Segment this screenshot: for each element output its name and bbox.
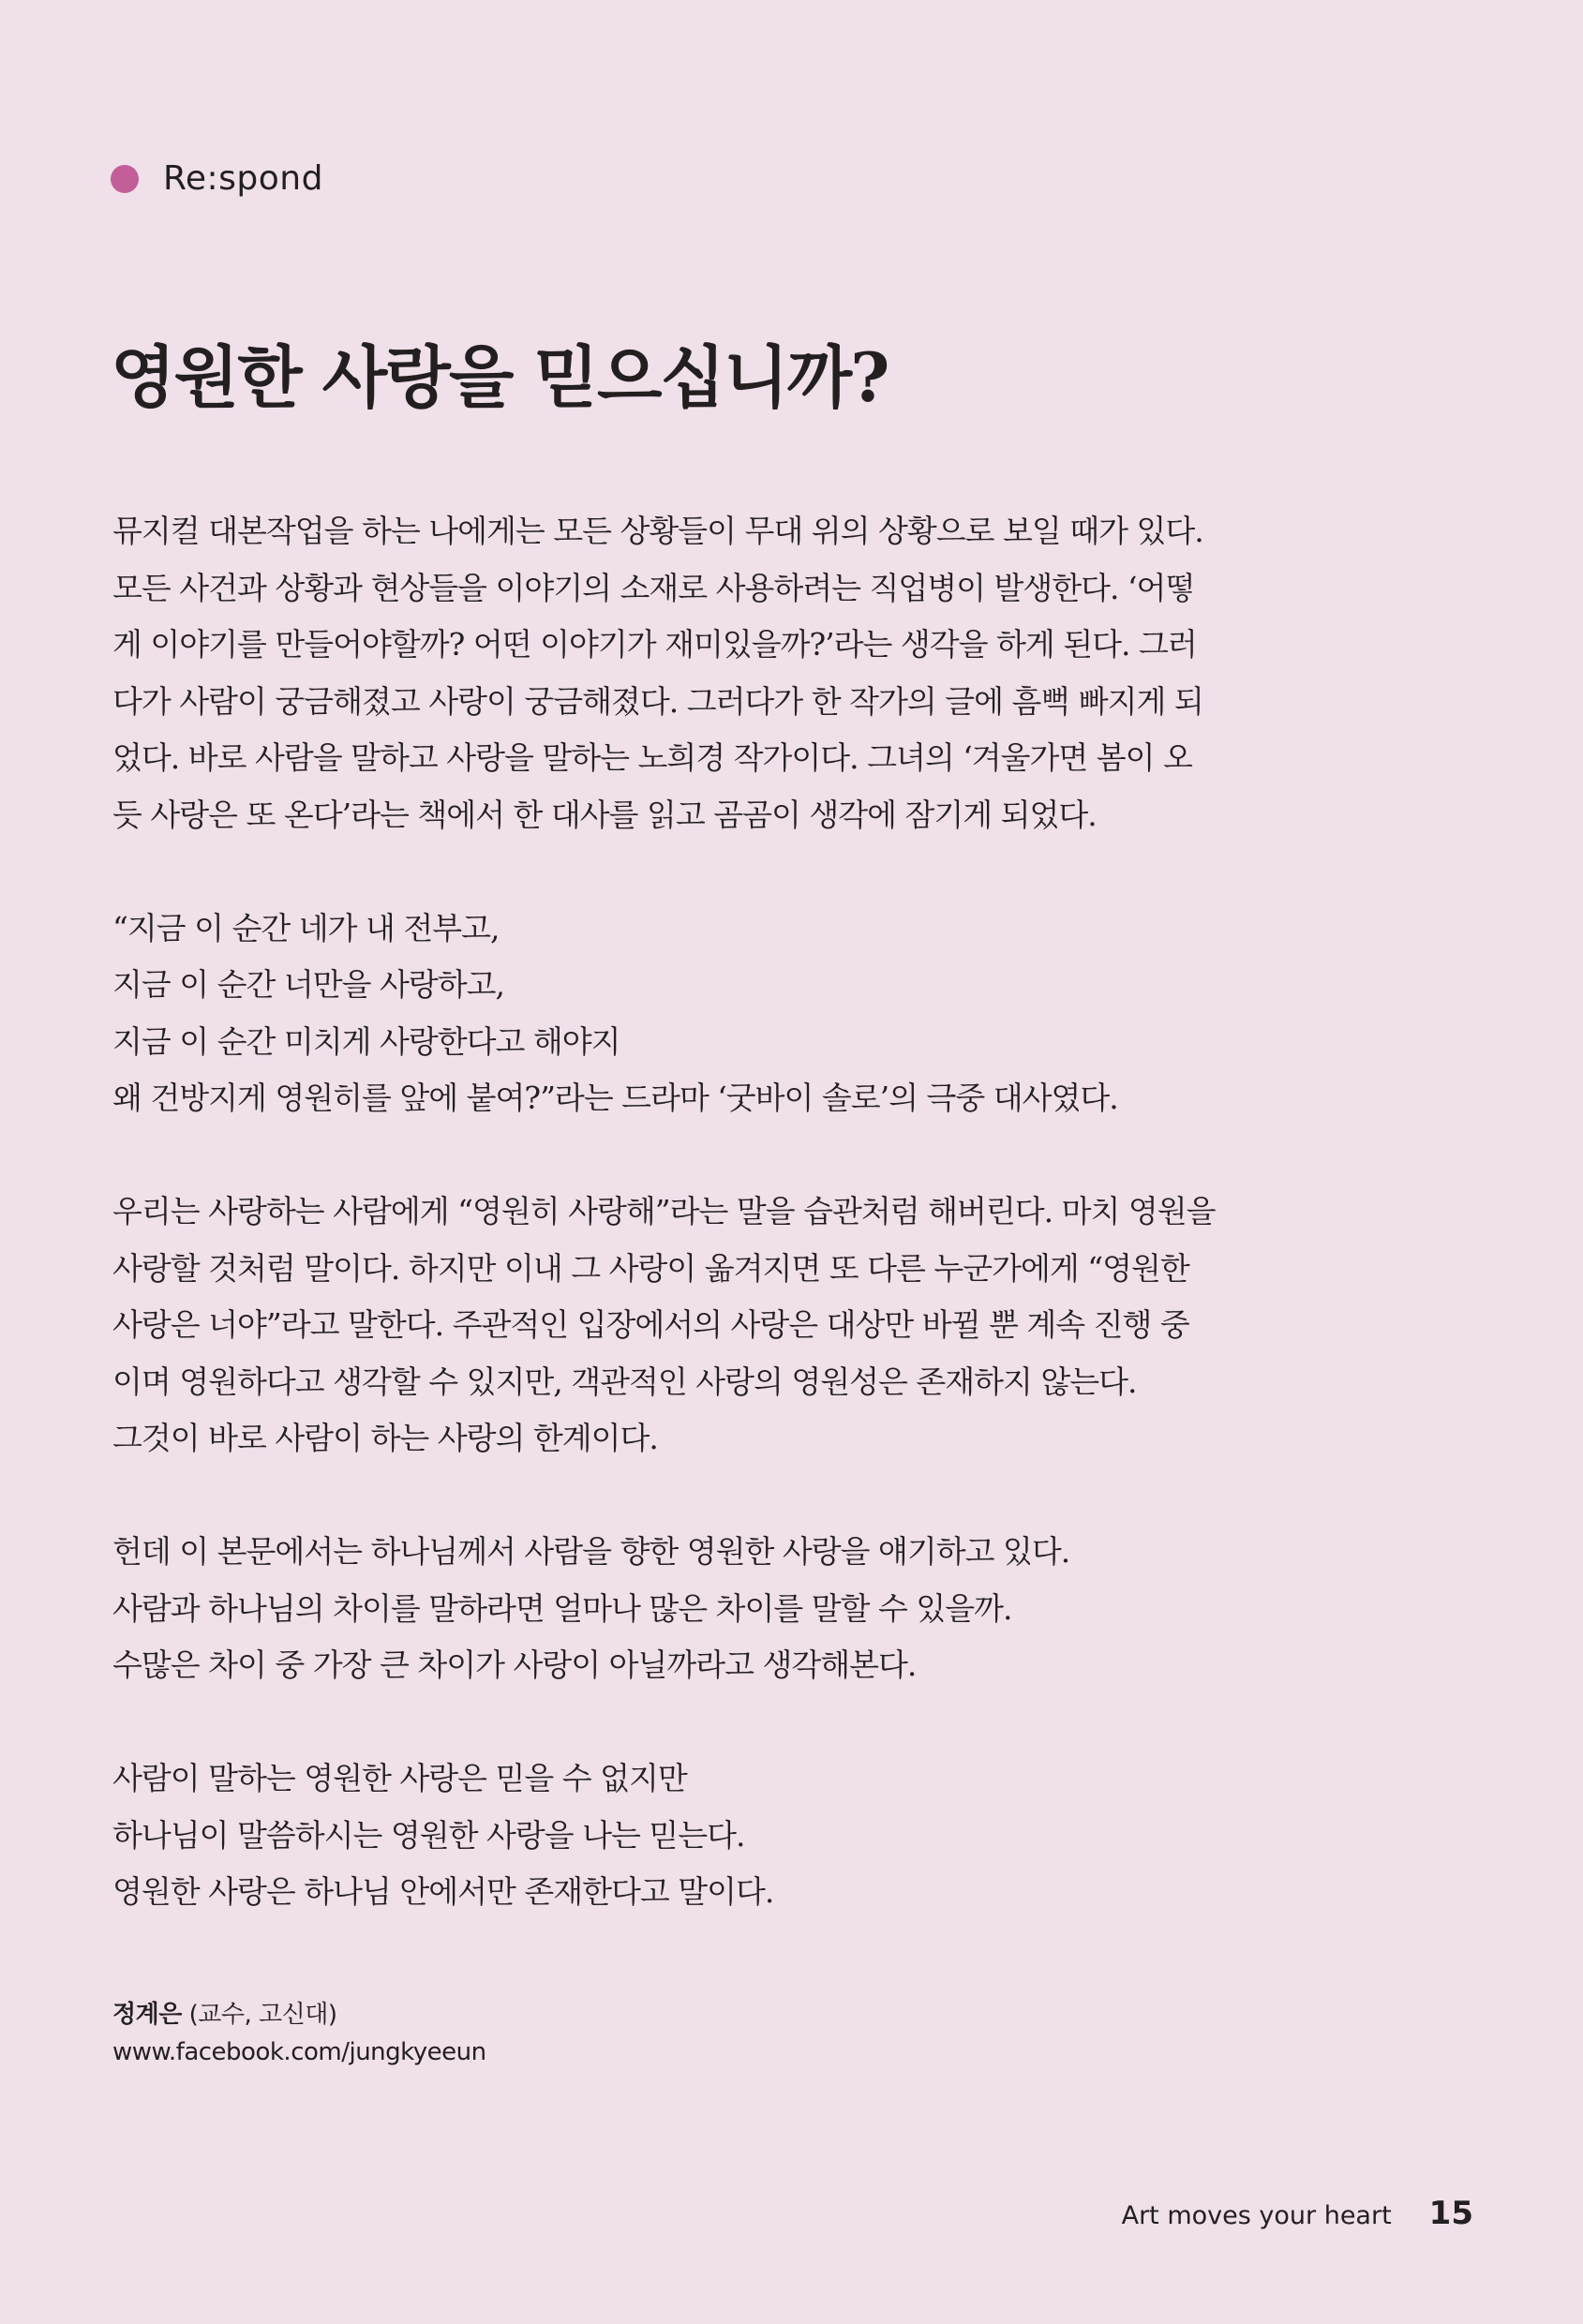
paragraph-line: 사람이 말하는 영원한 사랑은 믿을 수 없지만 bbox=[112, 1760, 687, 1796]
paragraph-line: 영원한 사랑은 하나님 안에서만 존재한다고 말이다. bbox=[112, 1873, 774, 1910]
paragraph bbox=[112, 503, 1237, 843]
bullet-dot-icon bbox=[111, 165, 139, 193]
paragraph-line: 왜 건방지게 영원히를 앞에 붙여?”라는 드라마 ‘굿바이 솔로’의 극중 대사였다. bbox=[112, 1080, 1118, 1116]
footer-tagline: Art moves your heart bbox=[1121, 2201, 1392, 2230]
paragraph-line: 하나님이 말씀하시는 영원한 사랑을 나는 믿는다. bbox=[112, 1816, 745, 1854]
section-tag bbox=[111, 159, 323, 198]
paragraph-line: 수많은 차이 중 가장 큰 차이가 사랑이 아닐까라고 생각해본다. bbox=[112, 1646, 917, 1683]
paragraph-line: 뮤지컬 대본작업을 하는 나에게는 모든 상황들이 무대 위의 상황으로 보일 때가 있다. bbox=[112, 513, 1203, 549]
paragraph bbox=[112, 1524, 1237, 1694]
paragraph-line: 우리는 사랑하는 사람에게 “영원히 사랑해”라는 말을 습관처럼 해버린다. 마치 영원을 bbox=[112, 1193, 1216, 1229]
paragraph-line: 다가 사람이 궁금해졌고 사랑이 궁금해졌다. 그러다가 한 작가의 글에 흠뻑 빠지게 되 bbox=[112, 682, 1203, 720]
page-number: 15 bbox=[1428, 2195, 1473, 2232]
paragraph-line: 헌데 이 본문에서는 하나님께서 사람을 향한 영원한 사랑을 얘기하고 있다. bbox=[112, 1533, 1070, 1570]
paragraph-line: 게 이야기를 만들어야할까? 어떤 이야기가 재미있을까?’라는 생각을 하게 된다. 그러 bbox=[112, 626, 1197, 663]
paragraph-line: “지금 이 순간 네가 내 전부고, bbox=[112, 909, 500, 946]
section-label: Re:spond bbox=[163, 159, 323, 198]
author-url: www.facebook.com/jungkyeeun bbox=[112, 2038, 486, 2066]
author-name: 정계은 bbox=[112, 2001, 182, 2029]
paragraph-line: 사랑할 것처럼 말이다. 하지만 이내 그 사랑이 옮겨지면 또 다른 누군가에게 “영원한 bbox=[112, 1249, 1189, 1287]
article-body bbox=[112, 503, 1237, 1977]
paragraph-line: 사랑은 너야”라고 말한다. 주관적인 입장에서의 사랑은 대상만 바뀔 뿐 계속 진행 중 bbox=[112, 1306, 1189, 1343]
paragraph-line: 이며 영원하다고 생각할 수 있지만, 객관적인 사랑의 영원성은 존재하지 않는다. bbox=[112, 1363, 1137, 1400]
author-affiliation: (교수, 고신대) bbox=[188, 2001, 337, 2029]
paragraph-line: 그것이 바로 사람이 하는 사랑의 한계이다. bbox=[112, 1420, 658, 1456]
paragraph-line: 사람과 하나님의 차이를 말하라면 얼마나 많은 차이를 말할 수 있을까. bbox=[112, 1589, 1012, 1627]
paragraph-line: 모든 사건과 상황과 현상들을 이야기의 소재로 사용하려는 직업병이 발생한다. ‘어떻 bbox=[112, 569, 1195, 606]
paragraph-line: 지금 이 순간 미치게 사랑한다고 해야지 bbox=[112, 1022, 620, 1060]
paragraph bbox=[112, 1750, 1237, 1921]
paragraph-line: 듯 사랑은 또 온다’라는 책에서 한 대사를 읽고 곰곰이 생각에 잠기게 되었다. bbox=[112, 796, 1097, 833]
paragraph bbox=[112, 901, 1237, 1127]
author-credit bbox=[112, 1996, 486, 2071]
paragraph-line: 었다. 바로 사람을 말하고 사랑을 말하는 노희경 작가이다. 그녀의 ‘겨울가면 봄이 오 bbox=[112, 739, 1192, 776]
paragraph bbox=[112, 1184, 1237, 1467]
paragraph-line: 지금 이 순간 너만을 사랑하고, bbox=[112, 966, 504, 1003]
page-footer bbox=[1122, 2195, 1473, 2232]
article-title: 영원한 사랑을 믿으십니까? bbox=[111, 337, 889, 417]
